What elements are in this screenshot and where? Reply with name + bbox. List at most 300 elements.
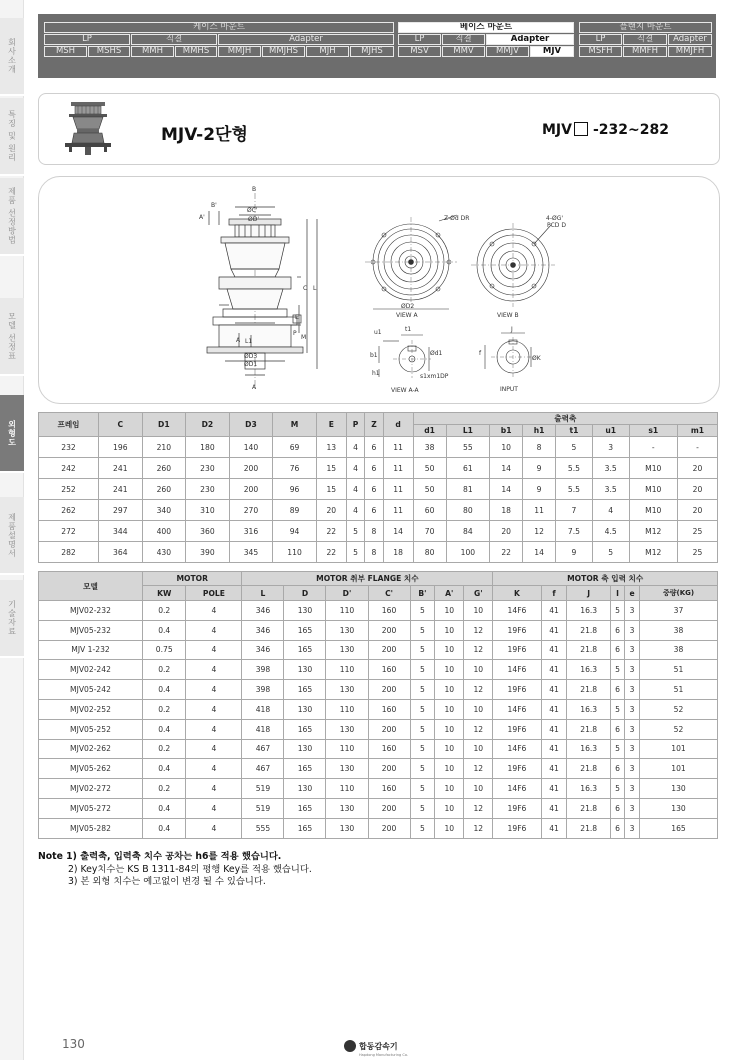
table-cell: 52 — [640, 719, 718, 739]
th-sub: s1 — [629, 425, 677, 437]
th-sub: d1 — [413, 425, 446, 437]
table-cell: MJV05-242 — [39, 680, 143, 700]
table-cell: 8 — [365, 521, 383, 542]
table-cell: 14F6 — [493, 660, 541, 680]
table-cell: 10 — [490, 437, 523, 458]
nav-type-adapter-selected[interactable]: Adapter — [486, 34, 574, 45]
table-cell: 41 — [541, 640, 567, 660]
table-cell: 12 — [464, 680, 493, 700]
table-cell: 3 — [592, 437, 629, 458]
table-cell: 6 — [610, 719, 624, 739]
th-sub: 중량(KG) — [640, 586, 718, 601]
th-sub: L — [242, 586, 284, 601]
table-row — [39, 620, 718, 640]
th-d: d — [383, 413, 413, 437]
th-sub: f — [541, 586, 567, 601]
table-cell: 346 — [242, 601, 284, 621]
nav-model-selected[interactable]: MJV — [530, 46, 574, 57]
table-cell: 165 — [284, 798, 326, 818]
nav-row-mount — [42, 22, 712, 33]
table-cell: 101 — [640, 759, 718, 779]
th-flange: MOTOR 취부 FLANGE 치수 — [242, 572, 493, 586]
table-cell: 14F6 — [493, 739, 541, 759]
table-cell: 200 — [368, 818, 410, 838]
table-cell: 10 — [435, 601, 464, 621]
nav-model[interactable]: MMV — [442, 46, 485, 57]
table-cell: 10 — [464, 660, 493, 680]
table-cell: 38 — [413, 437, 446, 458]
dim-label: Z-Ød DR — [444, 215, 470, 222]
table-row — [39, 699, 718, 719]
nav-model[interactable]: MMJHS — [262, 46, 305, 57]
table-cell: 5 — [592, 542, 629, 563]
table-cell: 41 — [541, 739, 567, 759]
notes — [38, 851, 312, 889]
table-cell: 252 — [39, 479, 99, 500]
table-cell: 200 — [368, 620, 410, 640]
table-row — [39, 779, 718, 799]
table-cell: 55 — [446, 437, 490, 458]
table-cell: 3.5 — [592, 479, 629, 500]
table-cell: MJV02-242 — [39, 660, 143, 680]
table-row — [39, 680, 718, 700]
view-label: VIEW A — [396, 312, 418, 319]
table-cell: 6 — [610, 759, 624, 779]
nav-flange-mount[interactable]: 플랜지 마운트 — [579, 22, 712, 33]
nav-type-direct[interactable]: 직결 — [442, 34, 485, 45]
table-cell: 22 — [316, 542, 346, 563]
table-cell: 21.8 — [567, 640, 610, 660]
table-cell: 165 — [640, 818, 718, 838]
table-row — [39, 601, 718, 621]
table-cell: 41 — [541, 719, 567, 739]
table-cell: 0.4 — [143, 798, 186, 818]
table-cell: MJV05-262 — [39, 759, 143, 779]
table-cell: 22 — [490, 542, 523, 563]
table-cell: M12 — [629, 521, 677, 542]
table-cell: 260 — [142, 458, 186, 479]
view-label: VIEW B — [497, 312, 519, 319]
table-cell: 130 — [640, 798, 718, 818]
table-cell: 130 — [326, 719, 368, 739]
nav-type-lp[interactable]: LP — [579, 34, 622, 45]
nav-base-mount[interactable]: 베이스 마운트 — [398, 22, 574, 33]
table-cell: 110 — [326, 699, 368, 719]
table-cell: 12 — [523, 521, 556, 542]
table-cell: 282 — [39, 542, 99, 563]
table-cell: 5 — [346, 521, 364, 542]
table-cell: 4 — [186, 660, 242, 680]
nav-model[interactable]: MMHS — [175, 46, 217, 57]
nav-type-direct[interactable]: 직결 — [131, 34, 217, 45]
table-cell: 3 — [625, 719, 640, 739]
th-sub: B' — [410, 586, 435, 601]
table-cell: 5 — [410, 779, 435, 799]
table-cell: 15 — [316, 458, 346, 479]
table-cell: 41 — [541, 759, 567, 779]
table-cell: M12 — [629, 542, 677, 563]
th-sub: L1 — [446, 425, 490, 437]
table-cell: 37 — [640, 601, 718, 621]
table-cell: 196 — [99, 437, 143, 458]
table-cell: 96 — [273, 479, 317, 500]
nav-model[interactable]: MJHS — [350, 46, 394, 57]
table-cell: 80 — [446, 500, 490, 521]
table-cell: 5.5 — [556, 479, 593, 500]
table-cell: 7 — [556, 500, 593, 521]
table-cell: 140 — [229, 437, 273, 458]
table-cell: 0.4 — [143, 818, 186, 838]
table-cell: 4 — [592, 500, 629, 521]
table-cell: 5 — [610, 699, 624, 719]
th-model: 모델 — [39, 572, 143, 601]
table-cell: 16.3 — [567, 779, 610, 799]
nav-type-lp[interactable]: LP — [44, 34, 130, 45]
th-sub: K — [493, 586, 541, 601]
table-cell: 160 — [368, 739, 410, 759]
nav-type-adapter[interactable]: Adapter — [668, 34, 712, 45]
nav-type-lp[interactable]: LP — [398, 34, 441, 45]
table-cell: 3 — [625, 798, 640, 818]
dim-label: L1 — [245, 338, 253, 345]
table-cell: 310 — [186, 500, 230, 521]
product-code-range: -232~282 — [592, 122, 669, 138]
table-cell: 5 — [410, 798, 435, 818]
reducer-thumbnail-icon — [59, 99, 119, 159]
nav-model[interactable]: MSV — [398, 46, 441, 57]
table-cell: 12 — [464, 640, 493, 660]
table-cell: 19F6 — [493, 798, 541, 818]
table-cell: 0.4 — [143, 759, 186, 779]
table-cell: 70 — [413, 521, 446, 542]
table-cell: 130 — [326, 818, 368, 838]
th-sub: m1 — [677, 425, 717, 437]
th-sub: I — [610, 586, 624, 601]
table-row — [39, 818, 718, 838]
table-cell: 241 — [99, 479, 143, 500]
th-sub: J — [567, 586, 610, 601]
table-cell: 519 — [242, 798, 284, 818]
table-cell: 130 — [326, 798, 368, 818]
table-cell: M10 — [629, 479, 677, 500]
product-title: MJV-2단형 — [161, 125, 248, 145]
brand-subtitle: Hapdong Manufacturing Co. — [359, 1053, 409, 1057]
table-cell: 346 — [242, 640, 284, 660]
nav-model[interactable]: MMH — [131, 46, 174, 57]
table-cell: 5 — [410, 739, 435, 759]
table-cell: 14 — [523, 542, 556, 563]
table-cell: 210 — [142, 437, 186, 458]
table-cell: 41 — [541, 680, 567, 700]
th-frame: 프레임 — [39, 413, 99, 437]
table-cell: MJV02-262 — [39, 739, 143, 759]
table-cell: 11 — [383, 500, 413, 521]
table-cell: 21.8 — [567, 680, 610, 700]
table-cell: 0.4 — [143, 719, 186, 739]
nav-type-adapter[interactable]: Adapter — [218, 34, 394, 45]
table-row — [39, 542, 718, 563]
table-cell: 160 — [368, 660, 410, 680]
table-cell: 262 — [39, 500, 99, 521]
table-cell: 6 — [365, 437, 383, 458]
table-row — [39, 798, 718, 818]
table-cell: 165 — [284, 620, 326, 640]
nav-model[interactable]: MMJV — [486, 46, 529, 57]
table-cell: 41 — [541, 699, 567, 719]
table-cell: MJV05-272 — [39, 798, 143, 818]
note-1: Note 1) 출력축, 입력축 치수 공차는 h6를 적용 했습니다. — [38, 851, 282, 862]
table-cell: 130 — [640, 779, 718, 799]
dim-label: ØD2 — [401, 303, 415, 310]
table-cell: 6 — [610, 798, 624, 818]
table-cell: 7.5 — [556, 521, 593, 542]
table-cell: 165 — [284, 640, 326, 660]
frame-table-body — [39, 437, 718, 563]
table-cell: 41 — [541, 818, 567, 838]
table-cell: 4 — [186, 640, 242, 660]
side-tab-label: 제품설명서 — [7, 512, 17, 558]
table-cell: 242 — [39, 458, 99, 479]
table-cell: 14F6 — [493, 699, 541, 719]
table-cell: 200 — [229, 458, 273, 479]
table-cell: 16.3 — [567, 660, 610, 680]
table-cell: 344 — [99, 521, 143, 542]
table-cell: 3 — [625, 620, 640, 640]
table-cell: 160 — [368, 601, 410, 621]
dim-label: ØD1 — [244, 361, 258, 368]
th-sub: D — [284, 586, 326, 601]
th-d3: D3 — [229, 413, 273, 437]
th-motor: MOTOR — [143, 572, 242, 586]
side-tab-label: 외형도 — [7, 419, 17, 447]
table-cell: 316 — [229, 521, 273, 542]
table-row — [39, 479, 718, 500]
dim-label: t1 — [405, 326, 412, 333]
side-tab-manual[interactable] — [0, 497, 24, 575]
table-cell: 19F6 — [493, 759, 541, 779]
dim-label: B — [252, 186, 257, 193]
nav-model[interactable]: MSFH — [579, 46, 622, 57]
table-cell: 5 — [610, 739, 624, 759]
table-cell: MJV05-252 — [39, 719, 143, 739]
table-cell: 20 — [677, 479, 717, 500]
table-cell: 160 — [368, 699, 410, 719]
nav-row-models — [42, 46, 712, 57]
table-cell: 10 — [435, 798, 464, 818]
table-cell: 19F6 — [493, 640, 541, 660]
nav-model[interactable]: MJH — [306, 46, 349, 57]
nav-type-direct[interactable]: 직결 — [623, 34, 667, 45]
product-code — [542, 122, 669, 138]
table-cell: 0.4 — [143, 620, 186, 640]
dim-label: h1 — [372, 370, 380, 377]
table-cell: 165 — [284, 818, 326, 838]
table-cell: 340 — [142, 500, 186, 521]
table-cell: 272 — [39, 521, 99, 542]
table-cell: 110 — [326, 779, 368, 799]
table-cell: 52 — [640, 699, 718, 719]
nav-case-mount[interactable]: 케이스 마운트 — [44, 22, 394, 33]
table-cell: 11 — [383, 458, 413, 479]
table-cell: 50 — [413, 479, 446, 500]
table-cell: 19F6 — [493, 620, 541, 640]
view-label: VIEW A-A — [391, 387, 419, 394]
side-tab-selection[interactable] — [0, 178, 24, 256]
table-cell: 9 — [523, 458, 556, 479]
table-cell: 50 — [413, 458, 446, 479]
table-cell: 165 — [284, 680, 326, 700]
side-tab-outline[interactable] — [0, 395, 24, 473]
dim-label: b1 — [370, 352, 378, 359]
table-cell: 19F6 — [493, 818, 541, 838]
th-sub: KW — [143, 586, 186, 601]
table-cell: 10 — [435, 719, 464, 739]
table-row — [39, 759, 718, 779]
table-cell: MJV 1-232 — [39, 640, 143, 660]
table-cell: 19F6 — [493, 680, 541, 700]
table-row — [39, 437, 718, 458]
table-cell: 101 — [640, 739, 718, 759]
table-cell: 4 — [346, 500, 364, 521]
th-sub: G' — [464, 586, 493, 601]
th-sub: h1 — [523, 425, 556, 437]
nav-row-type — [42, 34, 712, 45]
dim-label: P — [293, 330, 297, 337]
th-sub: D' — [326, 586, 368, 601]
nav-model[interactable]: MMFH — [623, 46, 667, 57]
table-row — [39, 521, 718, 542]
table-cell: 20 — [316, 500, 346, 521]
motor-table-body — [39, 601, 718, 839]
table-cell: 10 — [435, 739, 464, 759]
product-header — [38, 93, 720, 165]
table-cell: MJV02-252 — [39, 699, 143, 719]
table-cell: 81 — [446, 479, 490, 500]
table-cell: 5 — [346, 542, 364, 563]
table-cell: 200 — [229, 479, 273, 500]
table-cell: 200 — [368, 759, 410, 779]
table-cell: 5 — [410, 699, 435, 719]
view-label: INPUT — [500, 386, 518, 393]
table-cell: 10 — [435, 818, 464, 838]
table-cell: 5 — [410, 719, 435, 739]
table-cell: 60 — [413, 500, 446, 521]
table-cell: 3 — [625, 739, 640, 759]
table-cell: 4 — [186, 719, 242, 739]
table-cell: 110 — [326, 601, 368, 621]
table-cell: 0.2 — [143, 779, 186, 799]
table-cell: 5 — [410, 601, 435, 621]
table-cell: 41 — [541, 601, 567, 621]
table-cell: 0.4 — [143, 680, 186, 700]
nav-model[interactable]: MSH — [44, 46, 87, 57]
table-cell: 555 — [242, 818, 284, 838]
th-z: Z — [365, 413, 383, 437]
company-brand — [344, 1034, 408, 1057]
frame-dimension-table — [38, 412, 718, 563]
table-cell: 0.2 — [143, 739, 186, 759]
table-cell: 22 — [316, 521, 346, 542]
table-cell: 8 — [365, 542, 383, 563]
side-tab-label: 기술자료 — [7, 600, 17, 636]
table-cell: 6 — [610, 640, 624, 660]
table-cell: 130 — [326, 759, 368, 779]
table-cell: 8 — [523, 437, 556, 458]
side-nav — [0, 0, 24, 1060]
table-cell: 130 — [284, 779, 326, 799]
table-cell: 94 — [273, 521, 317, 542]
table-cell: 10 — [435, 779, 464, 799]
table-cell: 110 — [273, 542, 317, 563]
table-row — [39, 660, 718, 680]
table-cell: 130 — [326, 680, 368, 700]
dim-label: E — [295, 314, 299, 321]
table-cell: 14 — [490, 479, 523, 500]
th-input: MOTOR 축 입력 치수 — [493, 572, 718, 586]
table-cell: 10 — [435, 660, 464, 680]
table-cell: 165 — [284, 759, 326, 779]
table-cell: 41 — [541, 779, 567, 799]
th-sub: C' — [368, 586, 410, 601]
table-cell: 130 — [326, 640, 368, 660]
table-cell: 4 — [186, 779, 242, 799]
nav-model[interactable]: MSHS — [88, 46, 130, 57]
th-d2: D2 — [186, 413, 230, 437]
table-cell: 21.8 — [567, 798, 610, 818]
table-cell: 51 — [640, 660, 718, 680]
table-cell: 20 — [677, 500, 717, 521]
nav-model[interactable]: MMJH — [218, 46, 261, 57]
table-cell: 5 — [410, 759, 435, 779]
table-cell: 3 — [625, 601, 640, 621]
table-cell: 16.3 — [567, 699, 610, 719]
table-cell: 110 — [326, 739, 368, 759]
table-cell: 14F6 — [493, 601, 541, 621]
dim-label: J — [511, 326, 513, 333]
dim-label: ØD3 — [244, 353, 258, 360]
side-tab-company[interactable] — [0, 18, 24, 96]
dim-label: 4-ØG' — [546, 215, 564, 222]
table-cell: 5 — [556, 437, 593, 458]
dim-label: C — [303, 285, 308, 292]
nav-model[interactable]: MMJFH — [668, 46, 712, 57]
table-row — [39, 640, 718, 660]
side-tab-model-table[interactable] — [0, 298, 24, 376]
table-cell: 21.8 — [567, 759, 610, 779]
table-cell: 61 — [446, 458, 490, 479]
table-cell: 3 — [625, 779, 640, 799]
table-cell: 241 — [99, 458, 143, 479]
motor-model-table — [38, 571, 718, 839]
table-cell: 4 — [186, 620, 242, 640]
side-tab-features[interactable] — [0, 98, 24, 176]
th-c: C — [99, 413, 143, 437]
table-cell: M10 — [629, 500, 677, 521]
table-cell: 41 — [541, 798, 567, 818]
table-cell: 11 — [523, 500, 556, 521]
table-cell: 130 — [284, 739, 326, 759]
table-cell: 130 — [284, 601, 326, 621]
side-tab-tech[interactable] — [0, 580, 24, 658]
table-cell: 230 — [186, 458, 230, 479]
table-cell: 3.5 — [592, 458, 629, 479]
table-cell: 14 — [383, 521, 413, 542]
table-cell: 364 — [99, 542, 143, 563]
table-cell: 4 — [346, 458, 364, 479]
table-cell: 12 — [464, 719, 493, 739]
table-cell: 9 — [556, 542, 593, 563]
table-cell: 84 — [446, 521, 490, 542]
